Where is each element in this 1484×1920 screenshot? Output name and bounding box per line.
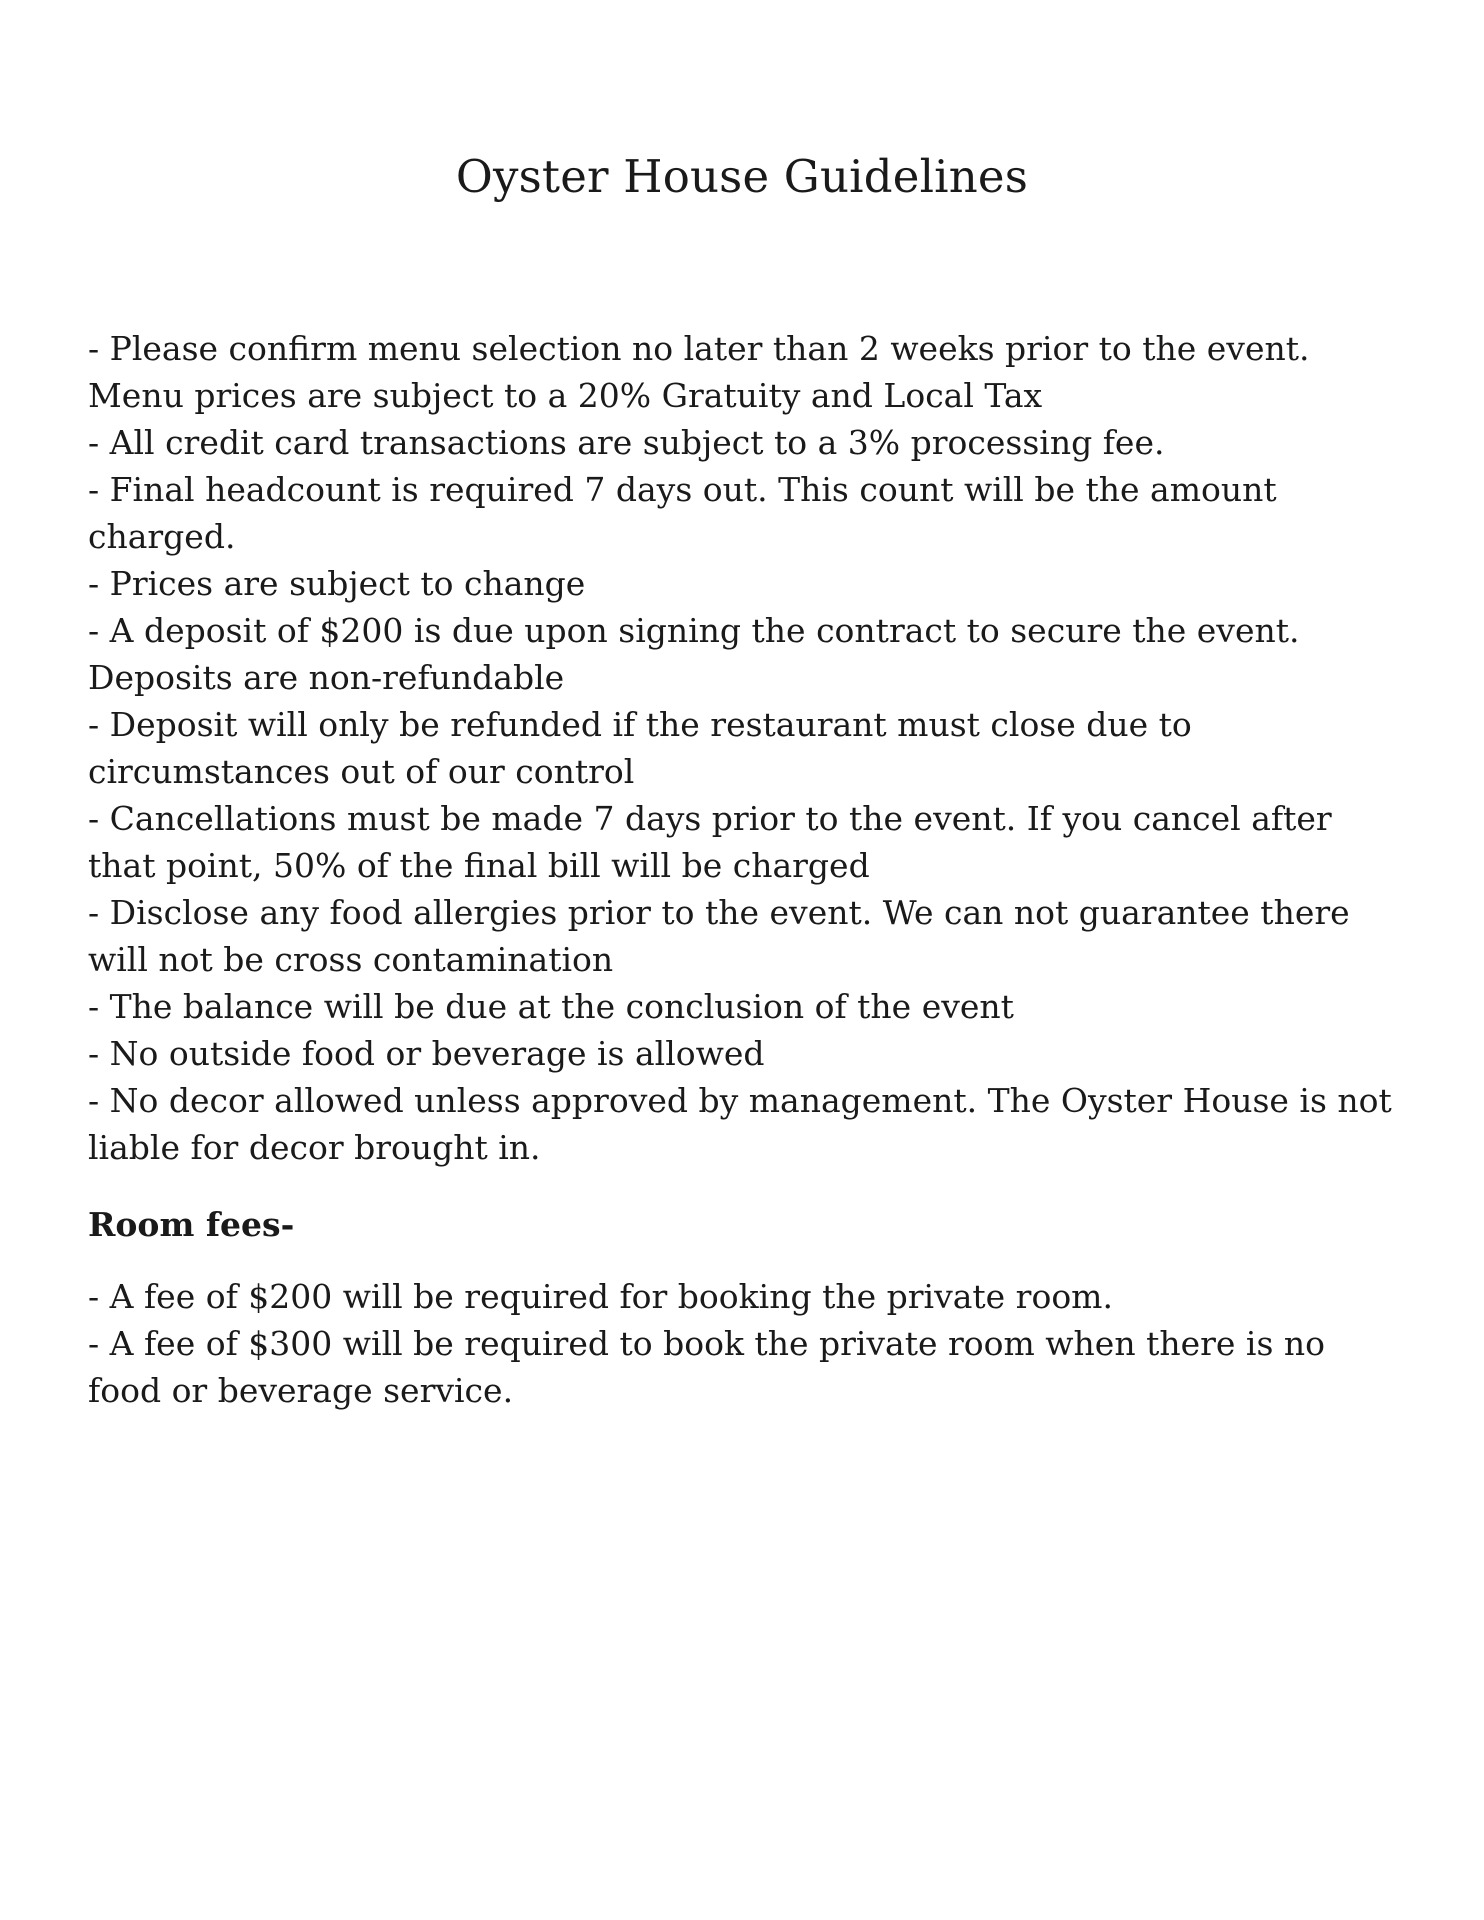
guideline-item: - Deposit will only be refunded if the restaurant must close due to circumstances out of our control: [88, 705, 1192, 791]
guideline-item: - The balance will be due at the conclusion of the event: [88, 987, 1014, 1026]
room-fees-list: [88, 1273, 1408, 1414]
guideline-item: - All credit card transactions are subject to a 3% processing fee.: [88, 423, 1165, 462]
guideline-item: - Prices are subject to change: [88, 564, 586, 603]
guideline-item: - A deposit of $200 is due upon signing the contract to secure the event. Deposits are non-refundable: [88, 611, 1300, 697]
guideline-item: - Cancellations must be made 7 days prior to the event. If you cancel after that point, 50% of the final bill will be charged: [88, 799, 1332, 885]
room-fee-item: - A fee of $200 will be required for booking the private room.: [88, 1277, 1113, 1316]
page-title: Oyster House Guidelines: [455, 150, 1029, 203]
room-fees-heading: Room fees-: [88, 1205, 295, 1244]
guideline-item: - No decor allowed unless approved by management. The Oyster House is not liable for decor brought in.: [88, 1081, 1392, 1167]
guidelines-list: [88, 325, 1408, 1171]
document-body: [88, 325, 1408, 1414]
guideline-item: - Please confirm menu selection no later than 2 weeks prior to the event. Menu prices are subject to a 20% Gratuity and Local Tax: [88, 329, 1310, 415]
guideline-item: - Final headcount is required 7 days out. This count will be the amount charged.: [88, 470, 1277, 556]
guideline-item: - No outside food or beverage is allowed: [88, 1034, 765, 1073]
guideline-item: - Disclose any food allergies prior to the event. We can not guarantee there will not be cross contamination: [88, 893, 1350, 979]
room-fee-item: - A fee of $300 will be required to book the private room when there is no food or beverage service.: [88, 1324, 1326, 1410]
